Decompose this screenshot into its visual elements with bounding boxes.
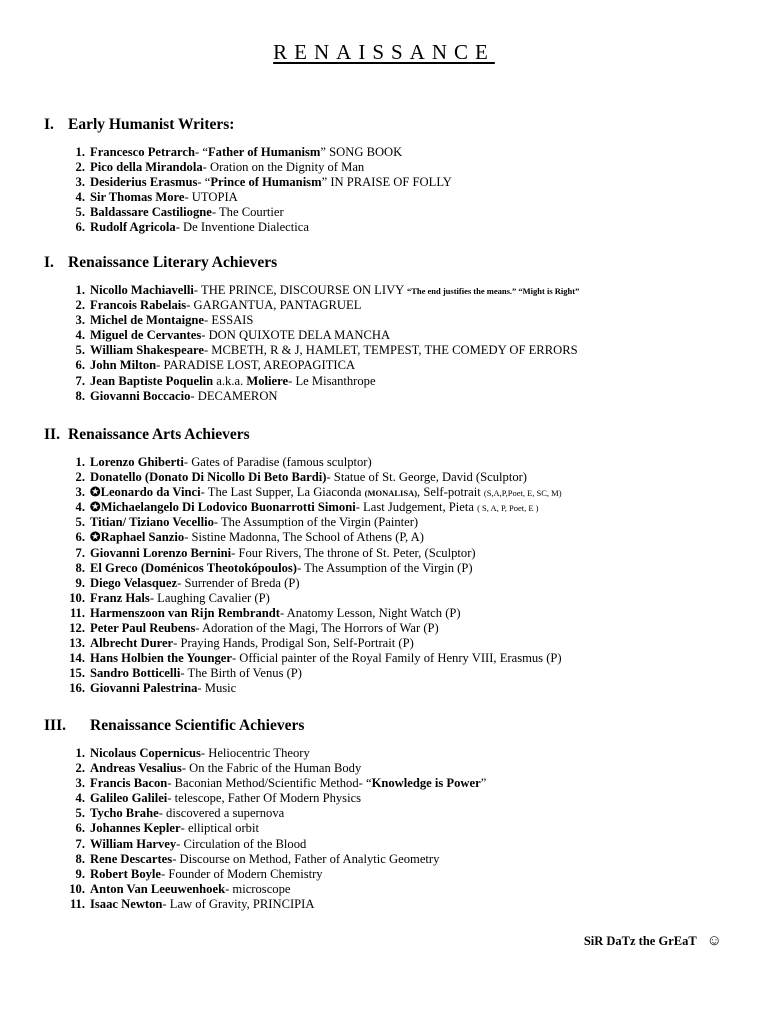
item-name: Leonardo da Vinci: [100, 485, 201, 500]
list-item: [44, 651, 744, 666]
list-item: [44, 576, 744, 591]
item-list: [44, 455, 744, 697]
list-item: [44, 190, 744, 205]
item-name: Nicolaus Copernicus: [90, 746, 201, 760]
item-name: Tycho Brahe: [90, 806, 159, 821]
item-number: 6.: [75, 220, 85, 235]
item-text: - The Last Supper, La Giaconda: [200, 485, 365, 500]
item-name: Rudolf Agricola: [90, 220, 176, 235]
item-number: 6.: [75, 530, 85, 545]
star-icon: ✪: [90, 530, 101, 545]
item-number: 3.: [75, 485, 85, 500]
item-text: - The Assumption of the Virgin (Painter): [213, 515, 419, 530]
list-item: [44, 746, 744, 761]
star-icon: ✪: [90, 500, 101, 515]
list-item: [44, 515, 744, 530]
item-number: 1.: [75, 283, 85, 297]
section-early-humanist-writers: [44, 115, 744, 236]
list-item: [44, 500, 744, 515]
item-text: ” SONG BOOK: [320, 145, 403, 159]
item-text: - The Courtier: [211, 205, 284, 220]
item-name: Jean Baptiste Poquelin: [90, 373, 214, 388]
item-name: Nicollo Machiavelli: [90, 283, 194, 297]
item-name: Sandro Botticelli: [90, 666, 181, 681]
section-heading: [44, 253, 744, 273]
list-item: [44, 205, 744, 220]
section-number: I.: [44, 116, 54, 133]
item-number: 4.: [75, 328, 85, 343]
item-name: Michel de Montaigne: [90, 313, 205, 328]
item-text: - MCBETH, R & J, HAMLET, TEMPEST, THE COMEDY OF ERRORS: [203, 343, 578, 358]
item-number: 9.: [75, 866, 85, 881]
section-title: Early Humanist Writers:: [68, 116, 235, 133]
item-number: 4.: [75, 791, 85, 806]
list-item: [44, 897, 744, 912]
list-item: [44, 283, 744, 298]
item-name: Robert Boyle: [90, 866, 161, 881]
item-text: - Gates of Paradise (famous sculptor): [183, 455, 372, 469]
item-name: Pico della Mirandola: [90, 160, 203, 175]
item-text: - UTOPIA: [184, 190, 238, 205]
item-number: 9.: [75, 575, 85, 590]
list-item: [44, 313, 744, 328]
item-emphasis: Knowledge is Power: [371, 776, 481, 791]
item-text: - ESSAIS: [204, 313, 254, 328]
list-item: [44, 470, 744, 485]
item-text: - DON QUIXOTE DELA MANCHA: [201, 328, 391, 343]
item-name: Harmenszoon van Rijn Rembrandt: [90, 605, 280, 620]
item-text: - “: [195, 145, 208, 159]
item-name: Diego Velasquez: [90, 575, 178, 590]
list-item: [44, 621, 744, 636]
item-name: Francesco Petrarch: [90, 145, 196, 159]
item-text: - Music: [197, 681, 237, 696]
item-note: “The end justifies the means.” “Might is Right”: [406, 286, 580, 296]
list-item: [44, 776, 744, 791]
section-heading: [44, 425, 744, 445]
section-heading: [44, 115, 744, 135]
item-note: (MONALISA): [364, 488, 418, 499]
item-list: [44, 283, 744, 404]
item-number: 12.: [69, 621, 85, 636]
item-number: 4.: [75, 190, 85, 205]
item-number: 7.: [75, 373, 85, 388]
item-text: - telescope, Father Of Modern Physics: [167, 791, 362, 806]
list-item: [44, 145, 744, 160]
list-item: [44, 837, 744, 852]
item-name: Francis Bacon: [90, 776, 168, 791]
list-item: [44, 791, 744, 806]
item-text: - PARADISE LOST, AREOPAGITICA: [156, 358, 356, 373]
list-item: [44, 606, 744, 621]
item-name: John Milton: [90, 358, 157, 373]
list-item: [44, 561, 744, 576]
item-name: Anton Van Leeuwenhoek: [90, 881, 226, 896]
section-scientific-achievers: [44, 716, 744, 912]
signature-text: SiR DaTz the GrEaT: [583, 934, 697, 948]
section-arts-achievers: [44, 425, 744, 697]
item-text: - Four Rivers, The throne of St. Peter, (Sculptor): [231, 545, 476, 560]
item-number: 1.: [75, 145, 85, 159]
section-title: Renaissance Arts Achievers: [68, 426, 250, 443]
item-text: a.k.a.: [213, 373, 247, 388]
item-number: 8.: [75, 388, 85, 403]
item-number: 5.: [75, 205, 85, 220]
item-text: - Le Misanthrope: [288, 373, 376, 388]
item-text: - “: [197, 175, 211, 190]
list-item: [44, 867, 744, 882]
list-item: [44, 389, 744, 404]
item-emphasis: Moliere: [246, 373, 289, 388]
item-emphasis: Father of Humanism: [207, 145, 321, 159]
item-name: William Harvey: [90, 836, 177, 851]
item-text: - Laughing Cavalier (P): [149, 590, 270, 605]
list-item: [44, 761, 744, 776]
item-name: Giovanni Boccacio: [90, 388, 191, 403]
item-number: 8.: [75, 851, 85, 866]
item-name: Peter Paul Reubens: [90, 621, 196, 636]
item-text: - De Inventione Dialectica: [175, 220, 309, 235]
item-text: ”: [480, 776, 487, 791]
list-item: [44, 666, 744, 681]
list-item: [44, 374, 744, 389]
item-number: 2.: [75, 761, 85, 776]
item-name: Titian/ Tiziano Vecellio: [90, 515, 214, 530]
item-number: 6.: [75, 821, 85, 836]
item-number: 3.: [75, 313, 85, 328]
item-text: - Adoration of the Magi, The Horrors of War (P): [195, 621, 439, 636]
list-item: [44, 298, 744, 313]
list-item: [44, 220, 744, 235]
item-number: 3.: [75, 175, 85, 190]
item-text: - discovered a supernova: [158, 806, 285, 821]
list-item: [44, 160, 744, 175]
item-text: ” IN PRAISE OF FOLLY: [321, 175, 452, 190]
item-name: Giovanni Lorenzo Bernini: [90, 545, 232, 560]
item-text: - elliptical orbit: [180, 821, 259, 836]
list-item: [44, 485, 744, 500]
item-name: El Greco (Doménicos Theotokópoulos): [90, 560, 297, 575]
item-number: 2.: [75, 160, 85, 175]
item-text: - DECAMERON: [190, 388, 278, 403]
list-item: [44, 591, 744, 606]
item-text: - The Assumption of the Virgin (P): [297, 560, 473, 575]
item-text: - THE PRINCE, DISCOURSE ON LIVY: [193, 283, 407, 297]
item-name: Andreas Vesalius: [90, 761, 182, 776]
item-text: - Sistine Madonna, The School of Athens (P, A): [184, 530, 424, 545]
item-number: 1.: [75, 746, 85, 760]
item-text: , Self-potrait: [417, 485, 484, 500]
section-number: I.: [44, 254, 54, 271]
item-number: 7.: [75, 836, 85, 851]
item-text: - Law of Gravity, PRINCIPIA: [162, 896, 315, 911]
item-name: Lorenzo Ghiberti: [90, 455, 184, 469]
item-text: - Heliocentric Theory: [200, 746, 310, 760]
item-name: Michaelangelo Di Lodovico Buonarrotti Simoni: [100, 500, 356, 515]
page-title: RENAISSANCE: [273, 40, 495, 64]
item-name: Franz Hals: [90, 590, 150, 605]
section-title: Renaissance Scientific Achievers: [90, 717, 305, 734]
item-text: - Oration on the Dignity of Man: [202, 160, 365, 175]
item-list: [44, 145, 744, 236]
item-number: 15.: [69, 666, 85, 681]
list-item: [44, 343, 744, 358]
item-text: - The Birth of Venus (P): [180, 666, 303, 681]
item-number: 4.: [75, 500, 85, 515]
list-item: [44, 328, 744, 343]
section-literary-achievers: [44, 253, 744, 404]
item-number: 10.: [69, 590, 85, 605]
item-number: 11.: [69, 605, 85, 620]
item-number: 10.: [69, 881, 85, 896]
item-name: William Shakespeare: [90, 343, 204, 358]
item-name: Albrecht Durer: [90, 636, 174, 651]
item-number: 16.: [69, 681, 85, 696]
item-text: - GARGANTUA, PANTAGRUEL: [186, 298, 362, 313]
item-number: 6.: [75, 358, 85, 373]
item-text: - microscope: [225, 881, 291, 896]
item-name: Desiderius Erasmus: [90, 175, 198, 190]
item-number: 14.: [69, 651, 85, 666]
list-item: [44, 681, 744, 696]
item-name: Sir Thomas More: [90, 190, 185, 205]
item-note: (S,A,P,Poet, E, SC, M): [483, 488, 562, 499]
item-text: - Discourse on Method, Father of Analytic Geometry: [172, 851, 440, 866]
item-number: 13.: [69, 636, 85, 651]
signature: [584, 933, 722, 950]
section-heading: [44, 716, 744, 736]
item-number: 8.: [75, 560, 85, 575]
item-name: Raphael Sanzio: [100, 530, 185, 545]
item-number: 5.: [75, 343, 85, 358]
list-item: [44, 882, 744, 897]
list-item: [44, 636, 744, 651]
section-number: III.: [44, 717, 66, 734]
item-number: 7.: [75, 545, 85, 560]
item-emphasis: Prince of Humanism: [210, 175, 322, 190]
item-name: Giovanni Palestrina: [90, 681, 198, 696]
item-name: Johannes Kepler: [90, 821, 181, 836]
item-name: Hans Holbien the Younger: [90, 651, 232, 666]
item-name: Isaac Newton: [90, 896, 163, 911]
list-item: [44, 821, 744, 836]
section-title: Renaissance Literary Achievers: [68, 254, 278, 271]
item-number: 5.: [75, 515, 85, 530]
list-item: [44, 358, 744, 373]
item-text: - Last Judgement, Pieta: [355, 500, 478, 515]
smiley-icon: ☺: [706, 933, 722, 949]
list-item: [44, 175, 744, 190]
star-icon: ✪: [90, 485, 101, 500]
item-number: 1.: [75, 455, 85, 469]
item-name: Donatello (Donato Di Nicollo Di Beto Bardi): [90, 470, 327, 485]
item-text: - On the Fabric of the Human Body: [181, 761, 362, 776]
item-text: - Praying Hands, Prodigal Son, Self-Portrait (P): [173, 636, 414, 651]
item-name: Francois Rabelais: [90, 298, 187, 313]
item-number: 2.: [75, 470, 85, 485]
list-item: [44, 852, 744, 867]
item-text: - Statue of St. George, David (Sculptor): [326, 470, 527, 485]
list-item: [44, 455, 744, 470]
list-item: [44, 806, 744, 821]
item-text: - Baconian Method/Scientific Method- “: [167, 776, 372, 791]
item-name: Miguel de Cervantes: [90, 328, 202, 343]
item-number: 11.: [69, 896, 85, 911]
item-text: - Circulation of the Blood: [176, 836, 307, 851]
item-text: - Surrender of Breda (P): [177, 575, 300, 590]
item-list: [44, 746, 744, 912]
item-number: 2.: [75, 298, 85, 313]
list-item: [44, 546, 744, 561]
item-name: Rene Descartes: [90, 851, 173, 866]
item-name: Baldassare Castiliogne: [90, 205, 212, 220]
item-name: Galileo Galilei: [90, 791, 168, 806]
item-number: 3.: [75, 776, 85, 791]
item-note: ( S, A, P, Poet, E ): [477, 503, 539, 514]
item-text: - Official painter of the Royal Family of Henry VIII, Erasmus (P): [231, 651, 562, 666]
item-text: - Founder of Modern Chemistry: [161, 866, 323, 881]
item-number: 5.: [75, 806, 85, 821]
section-number: II.: [44, 426, 60, 443]
list-item: [44, 530, 744, 545]
item-text: - Anatomy Lesson, Night Watch (P): [279, 605, 461, 620]
